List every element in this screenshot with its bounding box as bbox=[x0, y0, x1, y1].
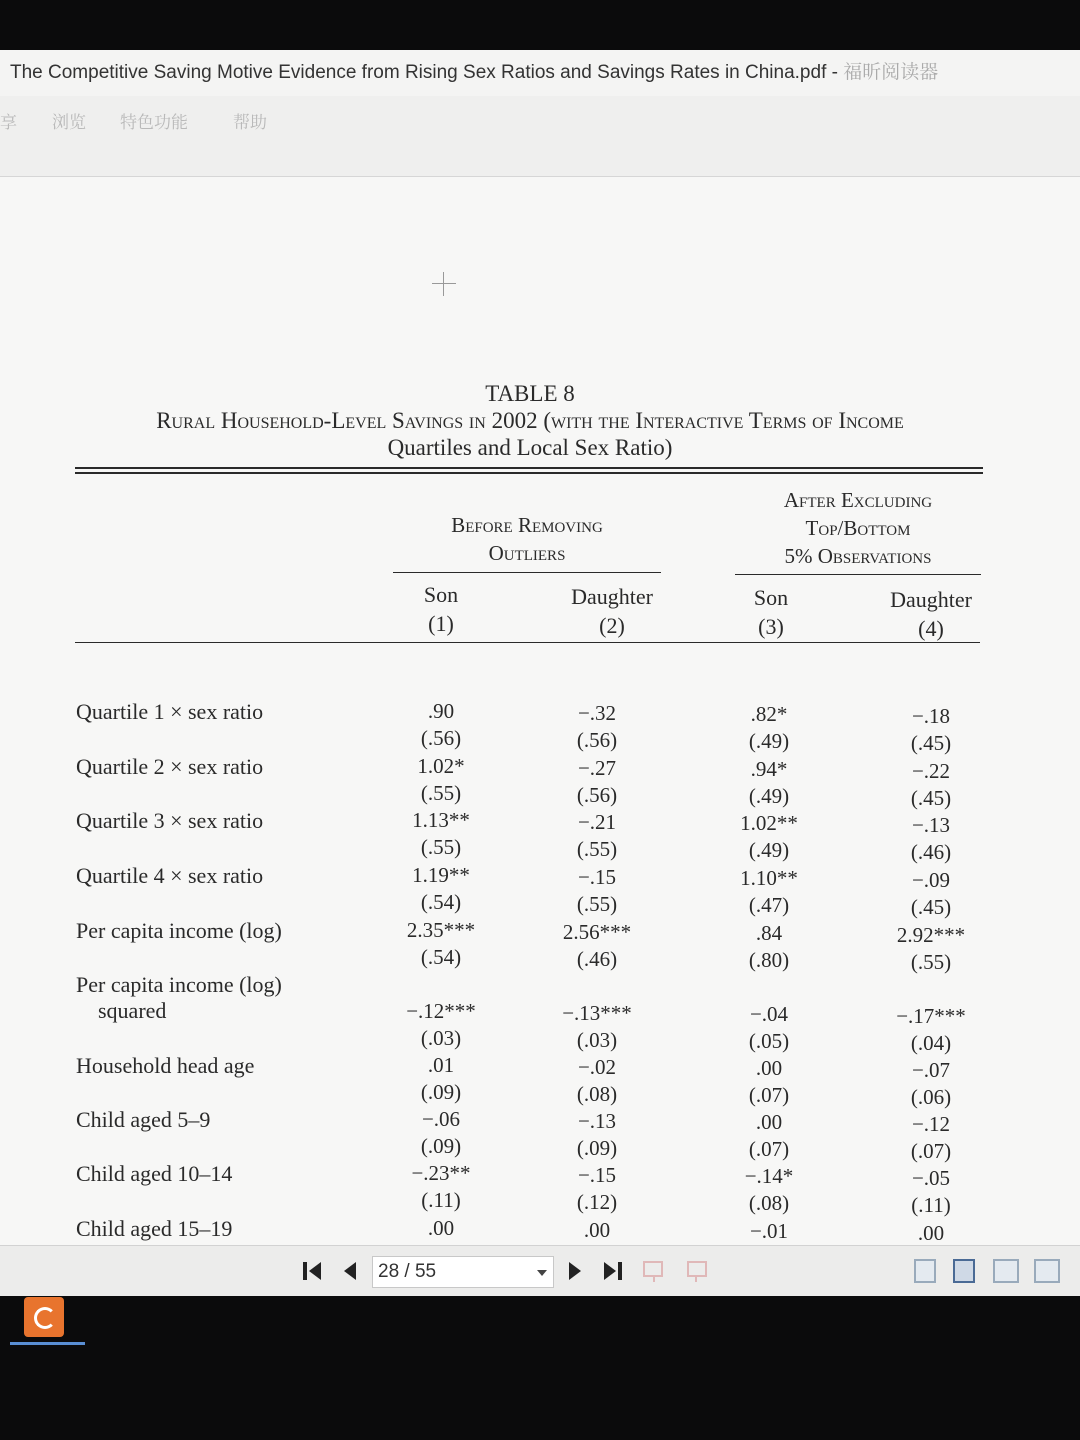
standard-error-cell: (.06) bbox=[910, 1085, 952, 1109]
standard-error-cell: (.45) bbox=[910, 895, 952, 919]
back-view-icon[interactable] bbox=[640, 1256, 670, 1286]
table-top-rule bbox=[75, 467, 983, 469]
coefficient-cell: .00 bbox=[583, 1218, 611, 1242]
standard-error-cell: (.55) bbox=[420, 781, 462, 805]
next-page-icon[interactable] bbox=[560, 1256, 590, 1286]
coefficient-cell: 1.02** bbox=[740, 811, 798, 835]
coefficient-cell: −.07 bbox=[911, 1058, 951, 1082]
coefficient-cell: .00 bbox=[755, 1056, 783, 1080]
standard-error-cell: (.45) bbox=[910, 731, 952, 755]
standard-error-cell: (.55) bbox=[576, 837, 618, 861]
row-label-continued: squared bbox=[98, 998, 167, 1023]
group-header-before: Before Removing Outliers bbox=[451, 513, 603, 565]
standard-error-cell: (.09) bbox=[420, 1080, 462, 1104]
row-label: Quartile 4 × sex ratio bbox=[76, 863, 264, 888]
standard-error-cell: (.04) bbox=[910, 1031, 952, 1055]
standard-error-cell: (.56) bbox=[420, 726, 462, 750]
coefficient-cell: 1.13** bbox=[412, 808, 470, 832]
taskbar-active-indicator bbox=[10, 1342, 85, 1345]
header-bottom-rule bbox=[75, 642, 980, 643]
coefficient-cell: −.13 bbox=[911, 813, 951, 837]
table-top-rule-2 bbox=[75, 472, 983, 474]
coefficient-cell: −.01 bbox=[749, 1219, 789, 1243]
coefficient-cell: −.05 bbox=[911, 1166, 951, 1190]
page-number-input[interactable] bbox=[372, 1256, 554, 1288]
standard-error-cell: (.07) bbox=[748, 1083, 790, 1107]
standard-error-cell: (.49) bbox=[748, 784, 790, 808]
coefficient-cell: −.22 bbox=[911, 759, 951, 783]
column-header-4: Daughter (4) bbox=[890, 587, 972, 641]
table-number: TABLE 8 bbox=[485, 381, 575, 406]
column-header-3: Son (3) bbox=[753, 585, 789, 639]
coefficient-cell: .00 bbox=[755, 1110, 783, 1134]
coefficient-cell: −.02 bbox=[577, 1055, 617, 1079]
column-header-2: Daughter (2) bbox=[571, 584, 653, 638]
single-page-view-icon[interactable] bbox=[914, 1259, 936, 1283]
group-rule-after bbox=[735, 574, 981, 575]
continuous-view-icon[interactable] bbox=[953, 1259, 975, 1283]
column-header-1: Son (1) bbox=[423, 582, 459, 636]
crosshair-cursor-icon bbox=[432, 272, 456, 296]
standard-error-cell: (.80) bbox=[748, 948, 790, 972]
standard-error-cell: (.54) bbox=[420, 945, 462, 969]
page-indicator: 28 / 55 bbox=[378, 1261, 437, 1282]
coefficient-cell: .00 bbox=[917, 1221, 945, 1245]
facing-view-icon[interactable] bbox=[993, 1259, 1019, 1283]
menu-item-features[interactable]: 特色功能 bbox=[120, 113, 188, 133]
standard-error-cell: (.45) bbox=[910, 786, 952, 810]
standard-error-cell: (.08) bbox=[748, 1191, 790, 1215]
coefficient-cell: −.15 bbox=[577, 865, 617, 889]
coefficient-cell: 2.92*** bbox=[896, 923, 966, 947]
standard-error-cell: (.46) bbox=[910, 840, 952, 864]
coefficient-cell: −.13*** bbox=[562, 1001, 632, 1025]
standard-error-cell: (.03) bbox=[576, 1028, 618, 1052]
standard-error-cell: (.47) bbox=[748, 893, 790, 917]
coefficient-cell: −.18 bbox=[911, 704, 951, 728]
coefficient-cell: 2.35*** bbox=[406, 918, 476, 942]
coefficient-cell: 1.19** bbox=[412, 863, 470, 887]
menu-bar bbox=[0, 96, 1080, 177]
menu-item-share[interactable]: 享 bbox=[0, 113, 17, 133]
standard-error-cell: (.55) bbox=[420, 835, 462, 859]
coefficient-cell: 1.02* bbox=[417, 754, 465, 778]
coefficient-cell: −.17*** bbox=[896, 1004, 966, 1028]
coefficient-cell: −.12 bbox=[911, 1112, 951, 1136]
coefficient-cell: −.23** bbox=[411, 1161, 471, 1185]
row-label: Child aged 10–14 bbox=[76, 1161, 233, 1186]
coefficient-cell: −.12*** bbox=[406, 999, 476, 1023]
standard-error-cell: (.49) bbox=[748, 838, 790, 862]
row-label: Child aged 5–9 bbox=[76, 1107, 211, 1132]
coefficient-cell: .94* bbox=[750, 757, 788, 781]
coefficient-cell: −.32 bbox=[577, 701, 617, 725]
standard-error-cell: (.56) bbox=[576, 783, 618, 807]
coefficient-cell: .90 bbox=[427, 699, 455, 723]
group-rule-before bbox=[393, 572, 661, 573]
window-titlebar bbox=[0, 50, 1080, 96]
coefficient-cell: .00 bbox=[427, 1216, 455, 1240]
standard-error-cell: (.07) bbox=[910, 1139, 952, 1163]
reader-window bbox=[0, 50, 1080, 1295]
standard-error-cell: (.09) bbox=[420, 1134, 462, 1158]
coefficient-cell: −.04 bbox=[749, 1002, 789, 1026]
document-page[interactable] bbox=[0, 177, 1080, 1245]
forward-view-icon[interactable] bbox=[680, 1256, 710, 1286]
window-title: The Competitive Saving Motive Evidence from Rising Sex Ratios and Savings Rates in China.pdf - bbox=[10, 62, 844, 83]
coefficient-cell: −.13 bbox=[577, 1109, 617, 1133]
row-label: Child aged 15–19 bbox=[76, 1216, 233, 1241]
standard-error-cell: (.56) bbox=[576, 728, 618, 752]
coefficient-cell: 2.56*** bbox=[562, 920, 632, 944]
coefficient-cell: −.15 bbox=[577, 1163, 617, 1187]
coefficient-cell: −.06 bbox=[421, 1107, 461, 1131]
standard-error-cell: (.49) bbox=[748, 729, 790, 753]
coefficient-cell: .84 bbox=[755, 921, 783, 945]
coefficient-cell: 1.10** bbox=[740, 866, 798, 890]
standard-error-cell: (.08) bbox=[576, 1082, 618, 1106]
chevron-down-icon[interactable] bbox=[537, 1270, 547, 1276]
row-label: Per capita income (log) bbox=[76, 972, 282, 997]
continuous-facing-view-icon[interactable] bbox=[1034, 1259, 1060, 1283]
navigation-bar bbox=[0, 1245, 1080, 1296]
menu-item-browse[interactable]: 浏览 bbox=[52, 113, 86, 133]
row-label: Household head age bbox=[76, 1053, 255, 1078]
coefficient-cell: −.09 bbox=[911, 868, 951, 892]
row-label: Per capita income (log) bbox=[76, 918, 282, 943]
standard-error-cell: (.11) bbox=[911, 1193, 951, 1217]
coefficient-cell: −.21 bbox=[577, 810, 617, 834]
standard-error-cell: (.07) bbox=[748, 1137, 790, 1161]
last-page-icon[interactable] bbox=[598, 1256, 628, 1286]
standard-error-cell: (.46) bbox=[576, 947, 618, 971]
coefficient-cell: .82* bbox=[750, 702, 788, 726]
standard-error-cell: (.05) bbox=[748, 1029, 790, 1053]
coefficient-cell: .01 bbox=[427, 1053, 455, 1077]
first-page-icon[interactable] bbox=[298, 1256, 328, 1286]
coefficient-cell: −.14* bbox=[744, 1164, 794, 1188]
row-label: Quartile 3 × sex ratio bbox=[76, 808, 264, 833]
standard-error-cell: (.09) bbox=[576, 1136, 618, 1160]
menu-item-help[interactable]: 帮助 bbox=[233, 113, 267, 133]
standard-error-cell: (.55) bbox=[576, 892, 618, 916]
previous-page-icon[interactable] bbox=[336, 1256, 366, 1286]
table-title: Rural Household-Level Savings in 2002 (with the Interactive Terms of Income Quartiles and Local Sex Ratio) bbox=[156, 408, 904, 460]
standard-error-cell: (.55) bbox=[910, 950, 952, 974]
group-header-after: After Excluding Top/Bottom 5% Observations bbox=[783, 488, 933, 568]
app-name: 福昕阅读器 bbox=[843, 62, 939, 83]
standard-error-cell: (.54) bbox=[420, 890, 462, 914]
row-label: Quartile 2 × sex ratio bbox=[76, 754, 264, 779]
foxit-reader-taskbar-icon[interactable] bbox=[24, 1297, 64, 1337]
row-label: Quartile 1 × sex ratio bbox=[76, 699, 264, 724]
standard-error-cell: (.12) bbox=[576, 1190, 618, 1214]
standard-error-cell: (.11) bbox=[421, 1188, 461, 1212]
standard-error-cell: (.03) bbox=[420, 1026, 462, 1050]
coefficient-cell: −.27 bbox=[577, 756, 617, 780]
